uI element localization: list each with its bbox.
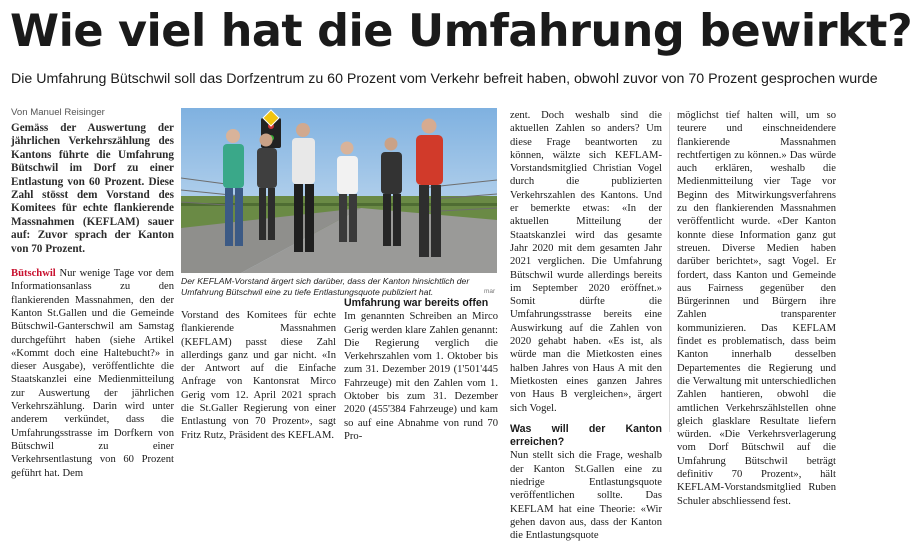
body-text-col2: Vorstand des Komitees für echte flankierende Massnahmen (KEFLAM) passt diese Zahl allerdings ganz und gar nicht. «In der Antwort auf die Einfache Anfrage von Kantonsrat Mirco Gerig vom 12. April 2021 sprach die St.Galler Regierung von einer Entlastung von 70 Prozent», sagt Fritz Rutz, Präsident des KEFLAM. xyxy=(181,310,336,441)
body-text-col1: Nur wenige Tage vor dem Informationsanlass zu den flankierenden Massnahmen, den der Kanton St.Gallen und die Gemeinde Bütschwil-Ganterschwil am Samstag durchgeführt haben (siehe Artikel «Kommt doch eine Haltebucht?» in dieser Ausgabe), veröffentlichte die Staatskanzlei eine Medienmitteilung zur Auswertung der jährlichen Verkehrszählung. Darin wird unter anderem verkündet, dass die Umfahrungsstrasse im Dorfkern von Bütschwil zu einer Verkehrsentlastung von 60 Prozent geführt hat. Dem xyxy=(11,268,174,479)
byline: Von Manuel Reisinger xyxy=(11,107,105,118)
dateline: Bütschwil xyxy=(11,268,56,280)
column-4 xyxy=(677,109,836,508)
body-text-col3b: zent. Doch weshalb sind die aktuellen Zahlen so anders? Um diese Frage beantworten zu können, wälzte sich KEFLAM-Vorstandsmitglied Christian Vogel durch die publizierten Verkehrszahlen des Kantons. Und er bemerkte etwas: «In der aktuellen Mitteilung der Staatskanzlei wird das gesamte Jahr 2020 mit dem gesamten Jahr 2021 verglichen. Die Umfahrung Bütschwil wurde allerdings bereits im September 2020 eröffnet.» Somit dürfte die Umfahrungsstrasse bereits eine Auswirkung auf die Zahlen von 2020 gehabt haben. «Es ist, als würde man die Mietkosten eines halben Jahres von Haus A mit den Mietkosten eines ganzen Jahres von Haus B vergleichen», ärgert sich Vogel. xyxy=(510,110,662,414)
column-3 xyxy=(510,109,662,543)
body-paragraph-1 xyxy=(11,267,174,480)
headline: Wie viel hat die Umfahrung bewirkt? xyxy=(10,6,912,57)
column-3-lower xyxy=(344,297,498,443)
column-2 xyxy=(181,309,336,442)
column-1 xyxy=(11,122,174,480)
body-text-col3c: Nun stellt sich die Frage, weshalb der Kanton St.Gallen eine zu niedrige Entlastungsquote veröffentlichen sollte. Das KEFLAM hat eine Theorie: «Wir gehen davon aus, dass der Kanton die Entlastungsquote xyxy=(510,450,662,542)
subhead-kanton: Was will der Kanton erreichen? xyxy=(510,422,662,449)
subheadline: Die Umfahrung Bütschwil soll das Dorfzentrum zu 60 Prozent vom Verkehr befreit haben, obwohl zuvor von 70 Prozent gesprochen wurde xyxy=(11,71,878,87)
body-text-col3a: Im genannten Schreiben an Mirco Gerig werden klare Zahlen genannt: Die Regierung verglich die Verkehrszahlen vom 1. Oktober bis zum 31. Dezember 2019 (1'501'445 Fahrzeuge) mit den Zahlen vom 1. Oktober bis zum 31. Dezember 2020 (455'384 Fahrzeuge) und kam so auf eine Abnahme von rund 70 Pro- xyxy=(344,311,498,442)
article-photo xyxy=(181,108,497,273)
photo-caption: Der KEFLAM-Vorstand ärgert sich darüber, dass der Kanton hinsichtlich der Umfahrung Bütschwil eine zu tiefe Entlastungsquote publiziert hat. xyxy=(181,276,470,297)
column-separator xyxy=(669,112,670,432)
lead-paragraph: Gemäss der Auswertung der jährlichen Verkehrszählung des Kantons führte die Umfahrung Bütschwil im Dorf zu einer Entlastung von 60 Prozent. Diese Zahl stösst dem Vorstand des Komitees für echte flankierende Massnahmen (KEFLAM) sauer auf: Zuvor sprach der Kanton von 70 Prozent. xyxy=(11,122,174,255)
subhead-umfahrung: Umfahrung war bereits offen xyxy=(344,297,489,309)
body-text-col4: möglichst tief halten will, um so teurere und einschneidendere flankierende Massnahmen rechtfertigen zu können.» Das würde auch erklären, weshalb die Medienmitteilung vier Tage vor Beginn des Mitwirkungsverfahrens zu den flankierenden Massnahmen veröffentlicht wurde. «Der Kanton konnte diese Information ganz gut streuen. Diverse Medien haben darüber berichtet», sagt Vogel. Er fordert, dass Kanton und Gemeinde aus Fairness gegenüber den Bürgerinnen und Bürgern ihre Zahlen transparenter kommunizieren. Das KEFLAM findet es problematisch, dass beim Kanton innerhalb desselben Departementes die Regierung und die Verwaltung mit unterschiedlichen Zahlen hantieren, obwohl die amtlichen Verkehrszählstellen ohne gleich glasklare Resultate liefern würden. «Die Verkehrsverlagerung vom Dorf Bütschwil auf die Umfahrung Bütschwil beträgt definitiv 70 Prozent», hält KEFLAM-Vorstandsmitglied Ruben Schuler abschliessend fest. xyxy=(677,110,836,507)
photo-credit: mar xyxy=(484,288,496,295)
